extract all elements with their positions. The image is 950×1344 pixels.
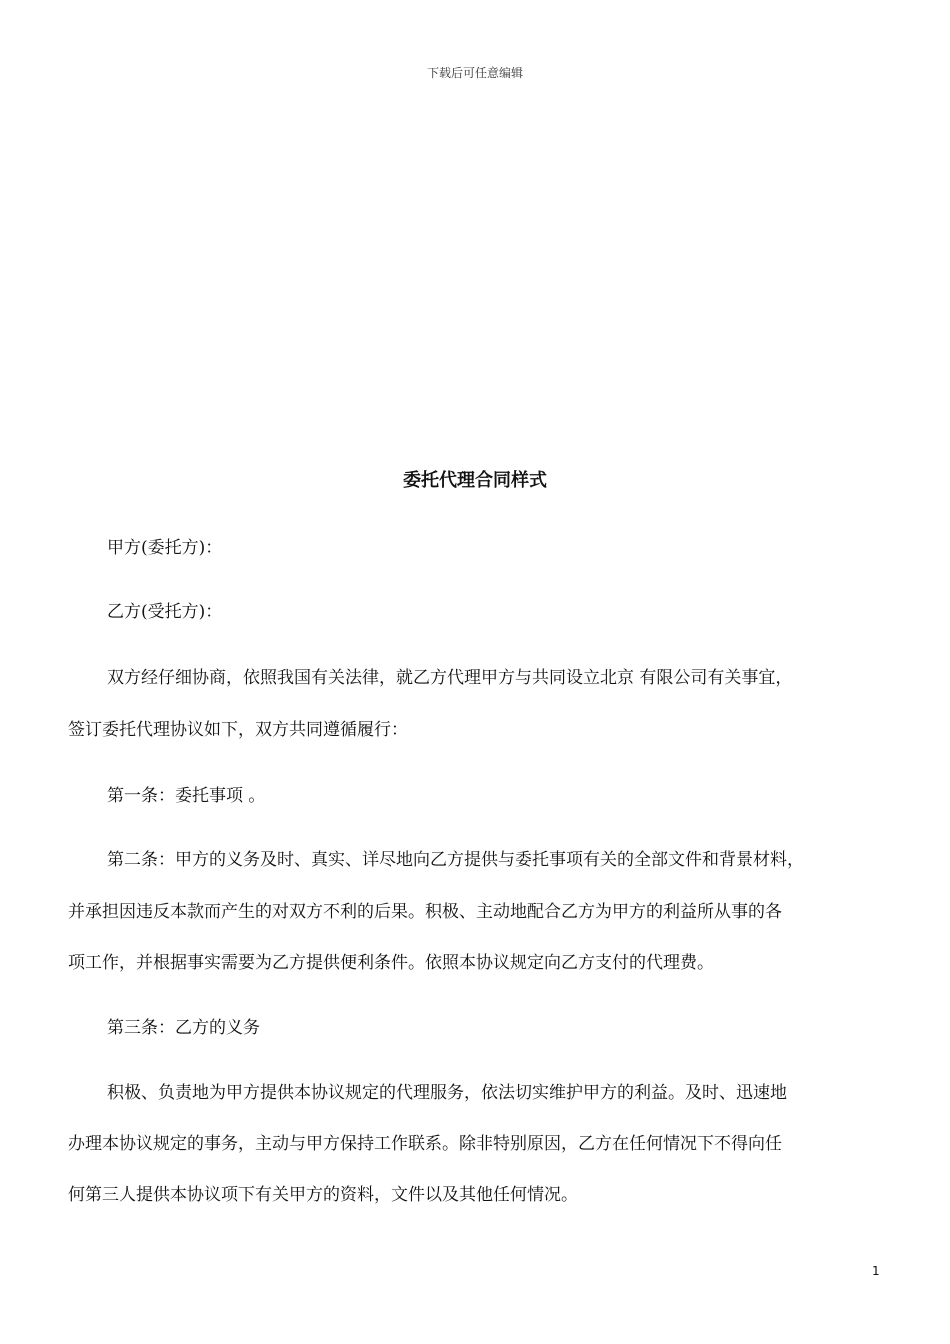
paragraph-line: 双方经仔细协商，依照我国有关法律，就乙方代理甲方与共同设立北京 有限公司有关事宜， [107, 668, 793, 688]
party-b-line: 乙方(受托方)： [107, 602, 223, 622]
article-2-line: 第二条：甲方的义务及时、真实、详尽地向乙方提供与委托事项有关的全部文件和背景材料， [107, 850, 804, 870]
paragraph-line: 积极、负责地为甲方提供本协议规定的代理服务，依法切实维护甲方的利益。及时、迅速地 [107, 1083, 787, 1103]
page-number: 1 [872, 1264, 880, 1278]
paragraph-line: 并承担因违反本款而产生的对双方不利的后果。积极、主动地配合乙方为甲方的利益所从事的各 [68, 902, 782, 922]
article-3-line: 第三条：乙方的义务 [107, 1018, 260, 1038]
article-1-line: 第一条：委托事项 。 [107, 786, 266, 806]
paragraph-line: 何第三人提供本协议项下有关甲方的资料，文件以及其他任何情况。 [68, 1185, 578, 1205]
paragraph-line: 项工作，并根据事实需要为乙方提供便利条件。依照本协议规定向乙方支付的代理费。 [68, 953, 714, 973]
party-a-line: 甲方(委托方)： [107, 538, 223, 558]
header-note: 下载后可任意编辑 [426, 66, 523, 80]
paragraph-line: 签订委托代理协议如下，双方共同遵循履行： [68, 720, 408, 740]
paragraph-line: 办理本协议规定的事务，主动与甲方保持工作联系。除非特别原因，乙方在任何情况下不得向任 [68, 1134, 782, 1154]
document-title: 委托代理合同样式 [403, 470, 547, 491]
